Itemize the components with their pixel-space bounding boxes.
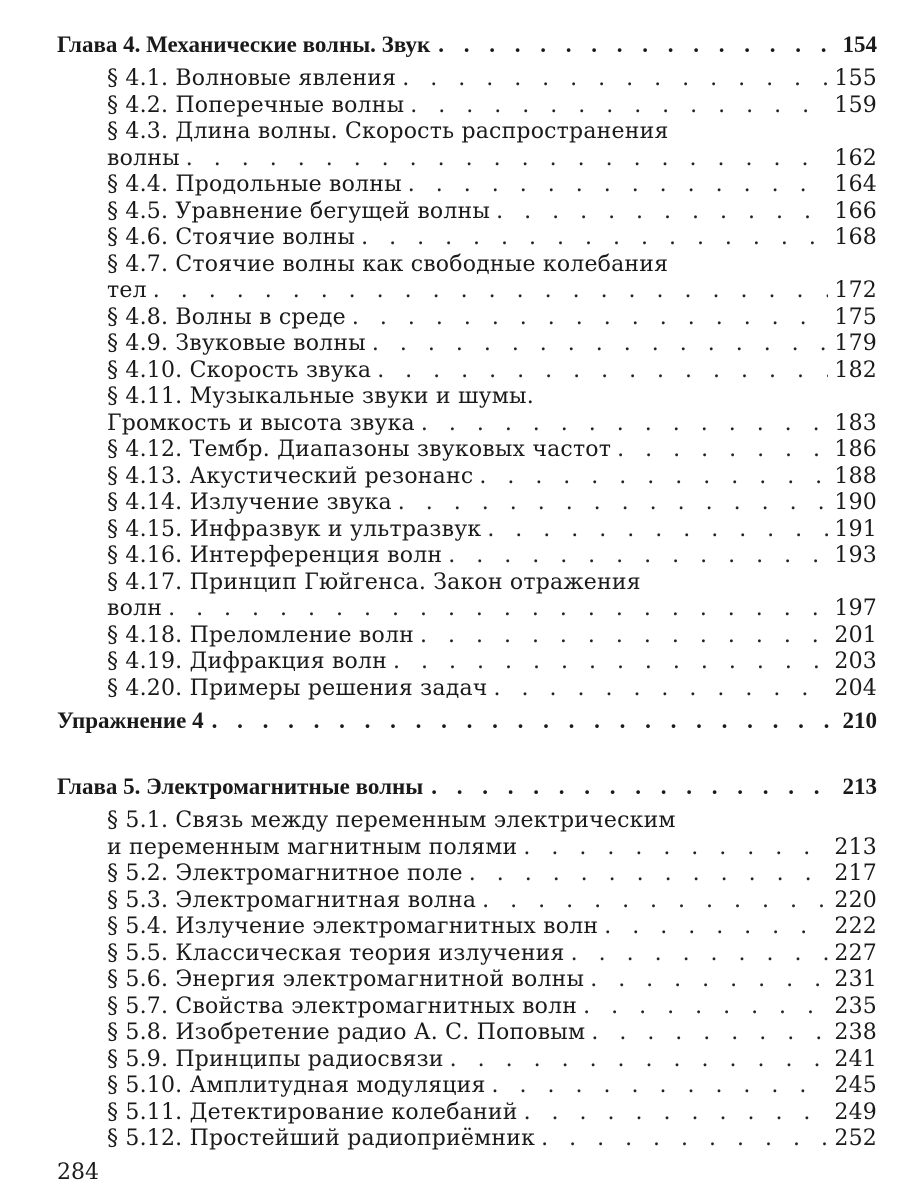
leader-dots (571, 941, 829, 968)
chapter-title: Глава 4. Механические волны. Звук (57, 32, 431, 57)
entry-row (107, 623, 877, 650)
leader-dots (469, 861, 829, 888)
entry-row (107, 967, 877, 994)
toc-entry[interactable] (107, 1020, 877, 1047)
toc-entry[interactable] (107, 649, 877, 676)
leader-dots (408, 172, 829, 199)
toc-entry[interactable] (107, 676, 877, 703)
chapter-title: Глава 5. Электромагнитные волны (57, 774, 424, 799)
entry-title: § 4.10. Скорость звука (107, 357, 372, 383)
entry-title: § 5.4. Излучение электромагнитных волн (107, 914, 599, 939)
entry-page: 227 (834, 940, 877, 966)
toc-entry[interactable] (107, 199, 877, 226)
entry-row (107, 1047, 877, 1074)
entry-row (107, 888, 877, 915)
entry-title: § 4.1. Волновые явления (107, 66, 397, 91)
toc-entry[interactable] (107, 808, 877, 861)
entry-title: § 4.6. Стоячие волны (107, 225, 356, 250)
leader-dots (421, 411, 829, 438)
leader-dots (523, 835, 828, 862)
toc-entry[interactable] (107, 437, 877, 464)
leader-dots (590, 967, 828, 994)
exercise-entry[interactable] (57, 706, 877, 736)
toc-entry[interactable] (107, 464, 877, 491)
leader-dots (352, 305, 829, 332)
entry-page: 172 (834, 278, 877, 303)
entry-row (107, 411, 877, 438)
leader-dots (393, 649, 828, 676)
entry-title: § 4.20. Примеры решения задач (107, 675, 488, 701)
entry-row (107, 66, 877, 93)
entry-page: 197 (834, 596, 877, 621)
toc-entry[interactable] (107, 1073, 877, 1100)
entry-title: § 4.13. Акустический резонанс (107, 463, 474, 489)
toc-entry[interactable] (107, 994, 877, 1021)
entry-page: 217 (834, 861, 877, 886)
entry-page: 249 (834, 1099, 877, 1125)
entry-title: § 5.11. Детектирование колебаний (107, 1099, 518, 1125)
leader-dots (420, 623, 828, 650)
entry-page: 245 (834, 1073, 877, 1098)
toc-entry[interactable] (107, 93, 877, 120)
entry-page: 182 (834, 357, 877, 383)
toc-entry[interactable] (107, 1126, 877, 1153)
entry-row (107, 914, 877, 941)
leader-dots (410, 93, 828, 120)
entry-page: 175 (834, 304, 877, 330)
toc-entry[interactable] (107, 941, 877, 968)
entry-row (107, 861, 877, 888)
page-number: 284 (57, 1160, 99, 1185)
leader-dots (153, 278, 829, 305)
chapter-page: 213 (842, 774, 877, 799)
leader-dots (450, 1047, 829, 1074)
leader-dots (377, 358, 828, 385)
entry-title: § 5.12. Простейший радиоприёмник (107, 1126, 536, 1151)
entry-page: 166 (834, 198, 877, 224)
leader-dots (541, 1126, 828, 1153)
entry-page: 191 (834, 516, 877, 542)
toc-entry[interactable] (107, 914, 877, 941)
entry-row (107, 146, 877, 173)
exercise-page: 210 (842, 708, 877, 733)
entry-page: 188 (834, 463, 877, 489)
entry-title: тел (107, 278, 147, 303)
entry-title: Громкость и высота звука (107, 410, 415, 436)
leader-dots (438, 30, 834, 60)
entry-title: § 4.4. Продольные волны (107, 172, 402, 197)
entry-row (107, 464, 877, 491)
toc-entry[interactable] (107, 172, 877, 199)
entry-page: 186 (834, 437, 877, 462)
toc-entry[interactable] (107, 888, 877, 915)
leader-dots (479, 464, 828, 491)
entry-title-line: § 4.11. Музыкальные звуки и шумы. (107, 384, 534, 409)
chapter-4 (57, 30, 877, 736)
entry-row (107, 358, 877, 385)
entry-title: § 4.15. Инфразвук и ультразвук (107, 516, 482, 542)
entry-row (107, 93, 877, 120)
leader-dots (496, 199, 828, 226)
entry-row (107, 517, 877, 544)
leader-dots (591, 1020, 828, 1047)
toc-entry[interactable] (107, 305, 877, 332)
entry-row (107, 490, 877, 517)
chapter-heading[interactable] (57, 30, 877, 60)
entry-title: § 4.5. Уравнение бегущей волны (107, 198, 491, 224)
toc-entry[interactable] (107, 543, 877, 570)
entry-row (107, 199, 877, 226)
toc-entry[interactable] (107, 623, 877, 650)
exercise-title: Упражнение 4 (57, 708, 204, 733)
toc-entry[interactable] (107, 967, 877, 994)
leader-dots (494, 676, 829, 703)
entry-page: 162 (834, 145, 877, 171)
toc-entry[interactable] (107, 66, 877, 93)
entry-row (107, 596, 877, 623)
leader-dots (583, 994, 828, 1021)
toc-entry[interactable] (107, 1047, 877, 1074)
entry-title: § 5.7. Свойства электромагнитных волн (107, 993, 578, 1019)
entry-page: 213 (834, 834, 877, 860)
toc-entry[interactable] (107, 225, 877, 252)
entry-title-line: § 4.7. Стоячие волны как свободные колебания (107, 251, 669, 277)
leader-dots (492, 1073, 829, 1100)
entry-row (107, 1126, 877, 1153)
leader-dots (168, 596, 828, 623)
entry-title: § 5.6. Энергия электромагнитной волны (107, 967, 585, 992)
chapter-heading[interactable] (57, 772, 877, 802)
toc-entry[interactable] (107, 358, 877, 385)
entry-title: § 4.18. Преломление волн (107, 622, 414, 648)
entry-page: 222 (834, 914, 877, 939)
leader-dots (431, 772, 834, 802)
leader-dots (482, 888, 828, 915)
leader-dots (361, 225, 828, 252)
entry-title: § 5.2. Электромагнитное поле (107, 861, 463, 886)
entry-title-line: § 4.3. Длина волны. Скорость распространения (107, 119, 669, 144)
toc-entry[interactable] (107, 861, 877, 888)
leader-dots (448, 543, 828, 570)
entry-title: § 4.16. Интерференция волн (107, 543, 443, 568)
leader-dots (212, 706, 835, 736)
toc-entry[interactable] (107, 331, 877, 358)
entry-title-line: § 4.17. Принцип Гюйгенса. Закон отражения (107, 569, 641, 595)
toc-entry[interactable] (107, 570, 877, 623)
entry-page: 204 (834, 675, 877, 701)
entry-page: 168 (834, 225, 877, 250)
entry-page: 252 (834, 1126, 877, 1151)
entry-page: 193 (834, 543, 877, 568)
entry-title: § 4.14. Излучение звука (107, 490, 392, 515)
entry-title: § 5.9. Принципы радиосвязи (107, 1046, 444, 1072)
entry-row (107, 172, 877, 199)
entry-page: 238 (834, 1020, 877, 1045)
entry-title: § 4.19. Дифракция волн (107, 649, 388, 674)
entry-row (107, 649, 877, 676)
entry-row (107, 1020, 877, 1047)
entry-page: 241 (834, 1046, 877, 1072)
entry-row (107, 1073, 877, 1100)
entry-row (107, 437, 877, 464)
table-of-contents (57, 30, 877, 1153)
entry-title: § 5.10. Амплитудная модуляция (107, 1073, 486, 1098)
entry-page: 235 (834, 993, 877, 1019)
entry-title: волны (107, 145, 180, 171)
entry-title: § 4.2. Поперечные волны (107, 92, 405, 118)
toc-entry[interactable] (107, 490, 877, 517)
entry-page: 164 (834, 172, 877, 197)
entry-title: § 5.3. Электромагнитная волна (107, 887, 477, 913)
entry-row (107, 994, 877, 1021)
entry-row (107, 676, 877, 703)
entry-title: § 5.5. Классическая теория излучения (107, 940, 565, 966)
toc-entry[interactable] (107, 517, 877, 544)
entry-title: § 4.12. Тембр. Диапазоны звуковых частот (107, 437, 612, 462)
chapter-page: 154 (842, 32, 877, 57)
toc-entry[interactable] (107, 252, 877, 305)
toc-entry[interactable] (107, 1100, 877, 1127)
entry-title: § 5.8. Изобретение радио А. С. Поповым (107, 1020, 586, 1045)
entry-title: § 4.9. Звуковые волны (107, 331, 366, 356)
entry-page: 220 (834, 887, 877, 913)
leader-dots (524, 1100, 829, 1127)
entry-title: волн (107, 596, 163, 621)
entry-page: 231 (834, 967, 877, 992)
entry-page: 159 (834, 92, 877, 118)
entry-page: 201 (834, 622, 877, 648)
leader-dots (487, 517, 828, 544)
section-list (57, 66, 877, 702)
leader-dots (402, 66, 828, 93)
leader-dots (617, 437, 828, 464)
entry-page: 190 (834, 490, 877, 515)
section-list (57, 808, 877, 1153)
chapter-5 (57, 772, 877, 1153)
entry-row (107, 305, 877, 332)
entry-page: 155 (834, 66, 877, 91)
entry-row (107, 278, 877, 305)
entry-page: 203 (834, 649, 877, 674)
entry-title-line: § 5.1. Связь между переменным электрическим (107, 808, 676, 833)
entry-row (107, 835, 877, 862)
leader-dots (372, 331, 829, 358)
entry-title: и переменным магнитным полями (107, 834, 518, 860)
leader-dots (186, 146, 829, 173)
toc-entry[interactable] (107, 384, 877, 437)
entry-page: 179 (834, 331, 877, 356)
leader-dots (398, 490, 829, 517)
leader-dots (604, 914, 828, 941)
toc-entry[interactable] (107, 119, 877, 172)
entry-page: 183 (834, 410, 877, 436)
entry-row (107, 543, 877, 570)
entry-row (107, 941, 877, 968)
entry-row (107, 225, 877, 252)
entry-row (107, 1100, 877, 1127)
entry-row (107, 331, 877, 358)
entry-title: § 4.8. Волны в среде (107, 304, 346, 330)
